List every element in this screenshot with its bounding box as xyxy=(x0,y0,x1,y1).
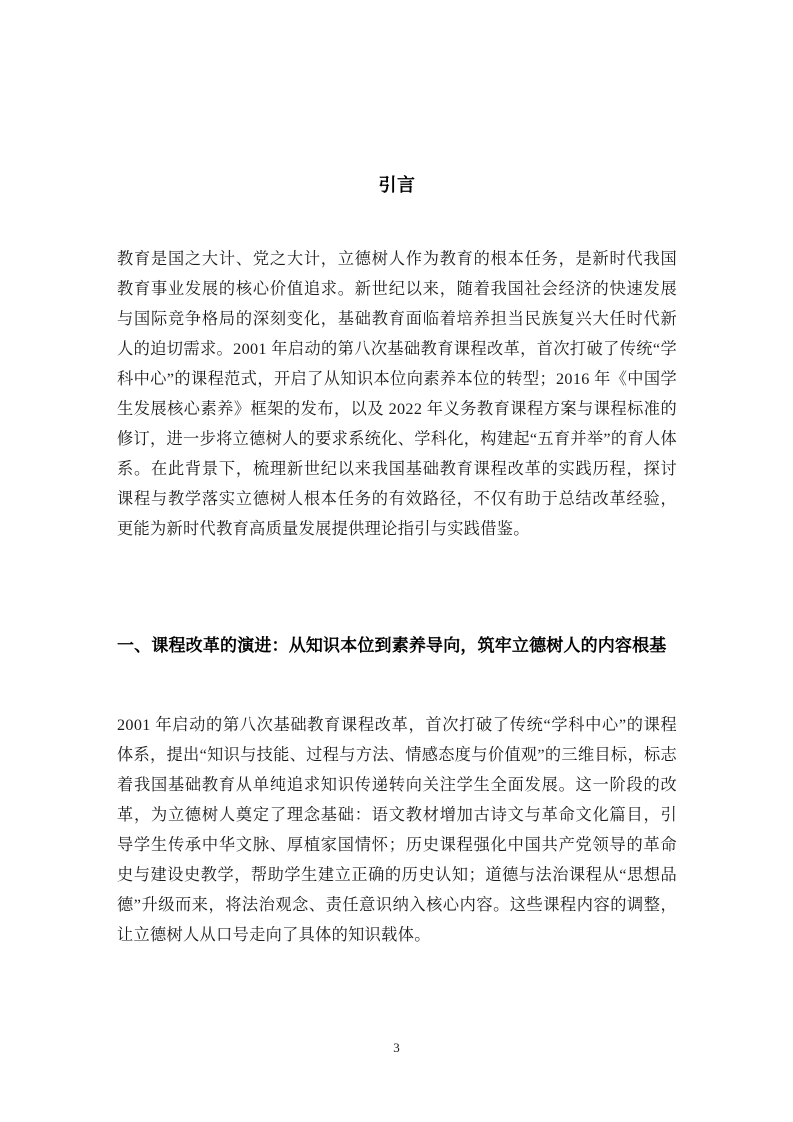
section-heading-one: 一、课程改革的演进：从知识本位到素养导向，筑牢立德树人的内容根基 xyxy=(117,636,667,656)
page-number: 3 xyxy=(393,1040,400,1055)
page-content-column xyxy=(117,0,677,950)
section-one-body-paragraph: 2001 年启动的第八次基础教育课程改革，首次打破了传统“学科中心”的课程体系，提出“知识与技能、过程与方法、情感态度与价值观”的三维目标，标志着我国基础教育从单纯追求知识传递转向关注学生全面发展。这一阶段的改革，为立德树人奠定了理念基础：语文教材增加古诗文与革命文化篇目，引导学生传承中华文脉、厚植家国情怀；历史课程强化中国共产党领导的革命史与建设史教学，帮助学生建立正确的历史认知；道德与法治课程从“思想品德”升级而来，将法治观念、责任意识纳入核心内容。这些课程内容的调整，让立德树人从口号走向了具体的知识载体。 xyxy=(117,716,677,944)
intro-paragraph: 教育是国之大计、党之大计，立德树人作为教育的根本任务，是新时代我国教育事业发展的核心价值追求。新世纪以来，随着我国社会经济的快速发展与国际竞争格局的深刻变化，基础教育面临着培养担当民族复兴大任时代新人的迫切需求。2001 年启动的第八次基础教育课程改革，首次打破了传统“学科中心”的课程范式，开启了从知识本位向素养本位的转型；2016 年《中国学生发展核心素养》框架的发布，以及 2022 年义务教育课程方案与课程标准的修订，进一步将立德树人的要求系统化、学科化，构建起“五育并举”的育人体系。在此背景下，梳理新世纪以来我国基础教育课程改革的实践历程，探讨课程与教学落实立德树人根本任务的有效路径，不仅有助于总结改革经验，更能为新时代教育高质量发展提供理论指引与实践借鉴。 xyxy=(117,250,677,538)
page-title: 引言 xyxy=(378,175,416,196)
